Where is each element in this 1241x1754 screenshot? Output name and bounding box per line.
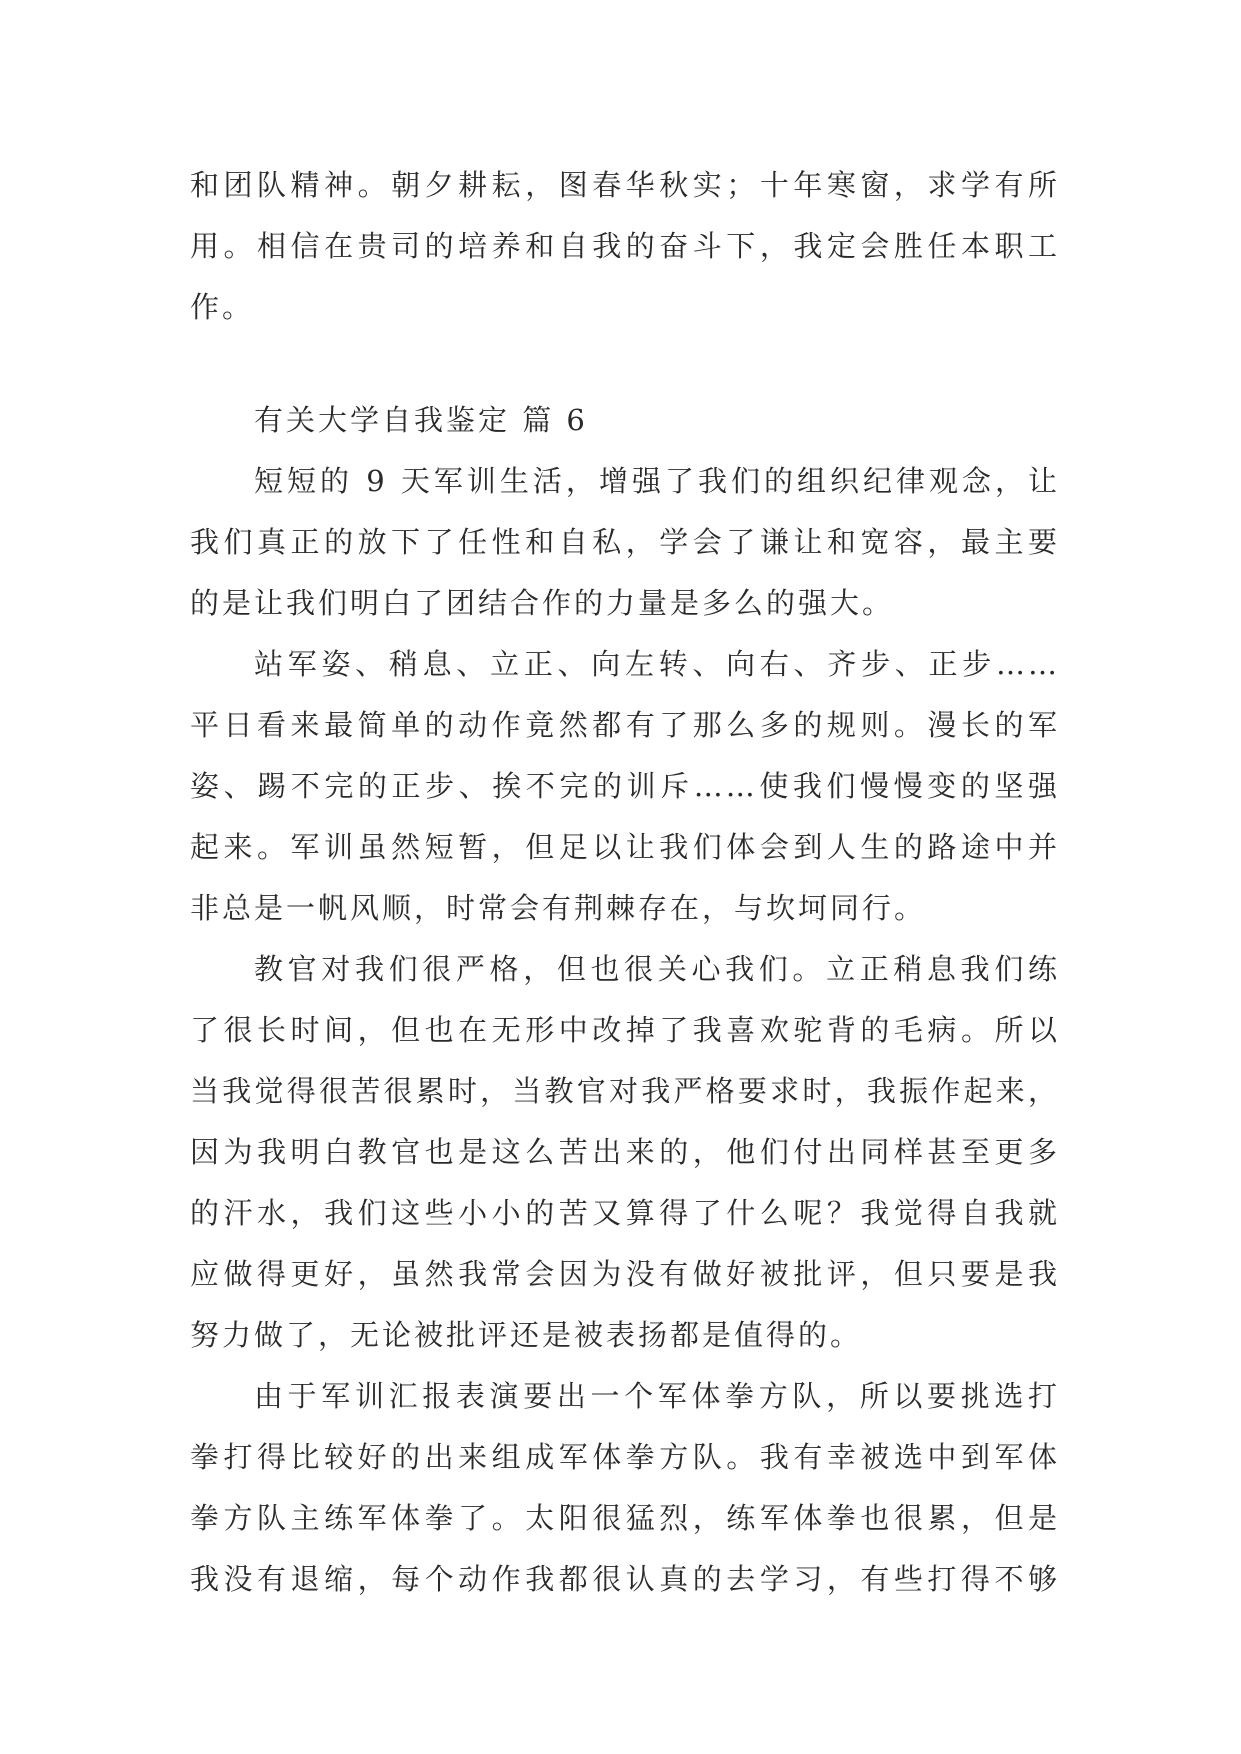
text-line: 和团队精神。朝夕耕耘，图春华秋实；十年寒窗，求学有所: [190, 168, 1060, 202]
text-line: 我没有退缩，每个动作我都很认真的去学习，有些打得不够: [190, 1562, 1060, 1596]
text-line: 起来。军训虽然短暂，但足以让我们体会到人生的路途中并: [190, 830, 1060, 864]
text-line: 姿、踢不完的正步、挨不完的训斥……使我们慢慢变的坚强: [190, 769, 1060, 803]
text-line: 应做得更好，虽然我常会因为没有做好被批评，但只要是我: [190, 1257, 1060, 1291]
text-line: 教官对我们很严格，但也很关心我们。立正稍息我们练: [254, 952, 1060, 986]
text-line: 因为我明白教官也是这么苦出来的，他们付出同样甚至更多: [190, 1135, 1060, 1169]
text-line: 短短的 9 天军训生活，增强了我们的组织纪律观念，让: [254, 464, 1060, 498]
paragraph: [190, 1366, 1060, 1610]
section-heading: 有关大学自我鉴定 篇 6: [254, 403, 588, 437]
paragraph: [190, 634, 1060, 939]
text-line: 用。相信在贵司的培养和自我的奋斗下，我定会胜任本职工: [190, 229, 1060, 263]
text-line: 由于军训汇报表演要出一个军体拳方队，所以要挑选打: [254, 1379, 1060, 1413]
text-line: 的是让我们明白了团结合作的力量是多么的强大。: [190, 586, 895, 620]
text-line: 我们真正的放下了任性和自私，学会了谦让和宽容，最主要: [190, 525, 1060, 559]
text-line: 平日看来最简单的动作竟然都有了那么多的规则。漫长的军: [190, 708, 1060, 742]
text-line: 的汗水，我们这些小小的苦又算得了什么呢？我觉得自我就: [190, 1196, 1060, 1230]
text-line: 作。: [190, 290, 255, 324]
text-line: 拳打得比较好的出来组成军体拳方队。我有幸被选中到军体: [190, 1440, 1060, 1474]
paragraph: [190, 451, 1060, 634]
paragraph: [190, 939, 1060, 1366]
text-line: 站军姿、稍息、立正、向左转、向右、齐步、正步……: [254, 647, 1060, 681]
document-body: [190, 155, 1060, 1610]
text-line: 拳方队主练军体拳了。太阳很猛烈，练军体拳也很累，但是: [190, 1501, 1060, 1535]
continued-paragraph: [190, 155, 1060, 338]
text-line: 了很长时间，但也在无形中改掉了我喜欢驼背的毛病。所以: [190, 1013, 1060, 1047]
text-line: 努力做了，无论被批评还是被表扬都是值得的。: [190, 1318, 863, 1352]
text-line: 非总是一帆风顺，时常会有荆棘存在，与坎坷同行。: [190, 891, 927, 925]
text-line: 当我觉得很苦很累时，当教官对我严格要求时，我振作起来，: [190, 1074, 1060, 1108]
